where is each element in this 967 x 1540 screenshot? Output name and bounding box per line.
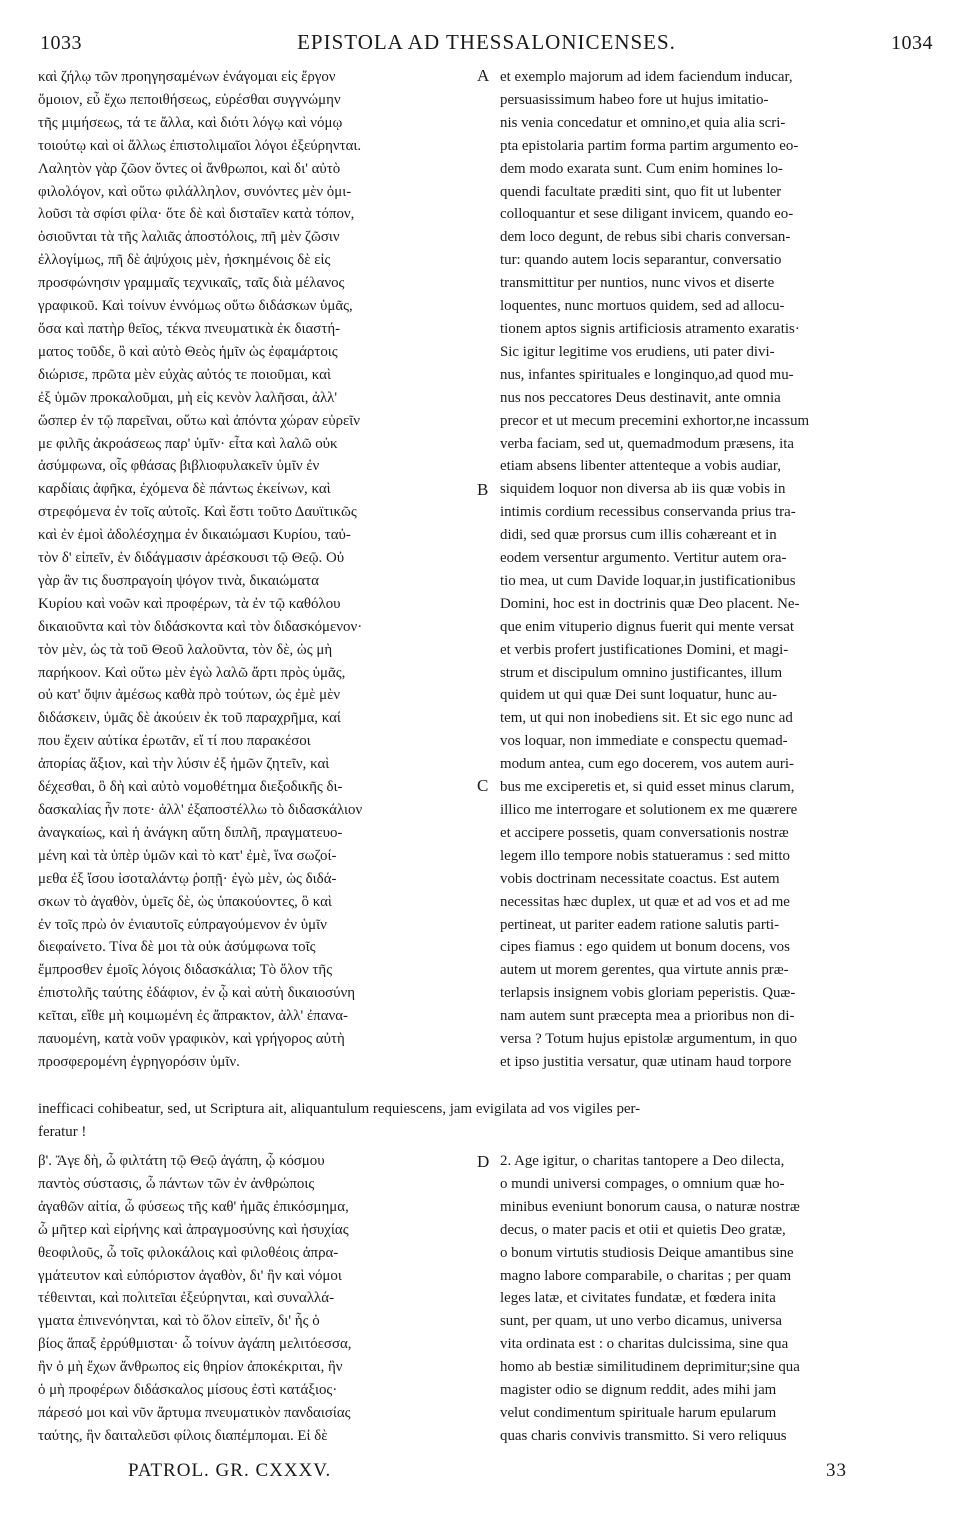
page-header [40, 30, 933, 60]
latin-column-section-1: et exemplo majorum ad idem faciendum inducar, persuasissimum habeo fore ut hujus imitatio- nis venia concedatur et omnino,et quia alia scri- pta epistolaria partim forma partim argumento eo- dem modo exarata sunt. Cum enim homines lo- quendi facultate præditi sint, quo fit ut lubenter colloquantur et sese diligant invicem, quando eo- dem loco degunt, de rebus sibi charis conversan- tur: quando autem locis separantur, conversatio transmittitur per nuntios, nunc vivos et diserte loquentes, nunc mortuos quidem, sed ad allocu- tionem aptos signis artificiosis atramento exaratis· Sic igitur legitime vos erudiens, uti pater divi- nus, infantes spirituales e longinquo,ad quod mu- nus nos peccatores Deus destinavit, ante omnia precor et ut mecum precemini exhortor,ne incassum verba faciam, sed ut, quemadmodum præsens, ita etiam absens libenter attenteque a vobis audiar, siquidem loquor non diversa ab iis quæ vobis in intimis cordium recessibus conservanda prius tra- didi, sed quæ prorsus cum illis cohæreant et in eodem versentur argumento. Vertitur autem ora- tio mea, ut cum Davide loquar,in justificationibus Domini, hoc est in doctrinis quæ Deo placent. Ne- que enim vituperio dignus fuerit qui mente versat et verbis profert justificationes Domini, et magi- strum et discipulum omnino justificantes, illum quidem ut qui quæ Dei sunt loquatur, hunc au- tem, ut qui non inobediens sit. Et sic ego nunc ad vos loquar, non immediate e conspectu quemad- modum antea, cum ego docerem, vos autem auri- bus me exciperetis et, si quid esset minus clarum, illico me interrogare et solutionem ex me quærere et accipere possetis, quam conversationis nostræ legem illo tempore nobis statueramus : sed mitto vobis doctrinam necessitate coactus. Est autem necessitas hæc duplex, ut quæ et ad vos et ad me pertineat, ut pariter eadem ratione salutis parti- cipes fiamus : ego quidem ut bonum docens, vos autem ut morem gerentes, qua virtute annis præ- terlapsis insignem vobis gloriam peperistis. Quæ- nam autem sunt præcepta mea a prioribus non di- versa ? Totum hujus epistolæ argumentum, in quo et ipso justitia versatur, quæ utinam haud torpore [500, 69, 810, 1070]
margin-marker-a: A [477, 66, 490, 85]
page-footer [128, 1460, 847, 1482]
margin-marker-d: D [477, 1152, 490, 1171]
greek-column-section-1: καὶ ζήλῳ τῶν προηγησαμένων ἐνάγομαι εἰς ἔργον ὅμοιον, εὖ ἔχω πεποιθήσεως, εὑρέσθαι συγγνώμην τῆς μιμήσεως, τά τε ἄλλα, καὶ διότι λόγῳ καὶ νόμῳ τοιούτῳ καὶ οἱ ἄλλως ἐπιστολιμαῖοι λόγοι ἐξεύρηνται. Λαλητὸν γὰρ ζῶον ὄντες οἱ ἄνθρωποι, καὶ δι' αὐτὸ φιλολόγον, καὶ οὕτω φιλάλληλον, συνόντες μὲν ὁμι- λοῦσι τὰ σφίσι φίλα· ὅτε δὲ καὶ δισταῖεν κατὰ τόπον, ὁσιοῦνται τὰ τῆς λαλιᾶς ἀποστόλοις, πῆ μὲν ζῶσιν ἐλλογίμως, πῆ δὲ ἀψύχοις μὲν, ἠσκημένοις δὲ εἰς προσφώνησιν γραμμαῖς τεχνικαῖς, ταῖς διὰ μέλανος γραφικοῦ. Καὶ τοίνυν ἐννόμως οὕτω διδάσκων ὑμᾶς, ὅσα καὶ πατὴρ θεῖος, τέκνα πνευματικὰ ἐκ διαστή- ματος τοῦδε, ὃ καὶ αὐτὸ Θεὸς ἡμῖν ὡς ἐφαμάρτοις διώρισε, πρῶτα μὲν εὐχὰς αὐτός τε ποιοῦμαι, καὶ ἐξ ὑμῶν προκαλοῦμαι, μὴ εἰς κενὸν λαλῆσαι, ἀλλ' ὥσπερ ἐν τῷ παρεῖναι, οὕτω καὶ ἀπόντα χώραν εὑρεῖν με φιλῆς ἀκροάσεως παρ' ὑμῖν· εἶτα καὶ λαλῶ οὐκ ἀσύμφωνα, οἷς φθάσας βιβλιοφυλακεῖν ὑμῖν ἐν καρδίαις ἀφῆκα, ἐχόμενα δὲ πάντως ἐκείνων, καὶ στρεφόμενα ἐν τοῖς αὐτοῖς. Καὶ ἔστι τοῦτο Δαυϊτικῶς καὶ ἐν ἐμοὶ ἀδολέσχημα ἐν δικαιώμασι Κυρίου, ταὐ- τὸν δ' εἰπεῖν, ἐν διδάγμασιν ἀρέσκουσι τῷ Θεῷ. Οὐ γὰρ ἂν τις δυσπραγοίη ψόγον τινὰ, δικαιώματα Κυρίου καὶ νοῶν καὶ προφέρων, τὰ ἐν τῷ καθόλου δικαιοῦντα καὶ τὸν διδάσκοντα καὶ τὸν διδασκόμενον· τὸν μὲν, ὡς τὰ τοῦ Θεοῦ λαλοῦντα, τὸν δὲ, ὡς μὴ παρήκοον. Καὶ οὕτω μὲν ἐγὼ λαλῶ ἄρτι πρὸς ὑμᾶς, οὐ κατ' ὄψιν ἀμέσως καθὰ πρὸ τούτων, ὡς ἐμὲ μὲν διδάσκειν, ὑμᾶς δὲ ἀκούειν ἐκ τοῦ παραχρῆμα, καί που ἔχειν αὐτίκα ἐρωτᾶν, εἴ τί που παρακέσοι ἀπορίας ἄξιον, καὶ τὴν λύσιν ἐξ ἡμῶν ζητεῖν, καὶ δέχεσθαι, ὃ δὴ καὶ αὐτὸ νομοθέτημα διεξοδικῆς δι- δασκαλίας ἦν ποτε· ἀλλ' ἐξαποστέλλω τὸ διδασκάλιον ἀναγκαίως, καὶ ἡ ἀνάγκη αὕτη διπλῆ, πραγματευο- μένη καὶ τὰ ὑπὲρ ὑμῶν καὶ τὸ κατ' ἐμὲ, ἵνα σωζοί- μεθα ἐξ ἴσου ἰσοταλάντῳ ῥοπῇ· ἐγὼ μὲν, ὡς διδά- σκων τὸ ἀγαθὸν, ὑμεῖς δὲ, ὡς ὑπακούοντες, ὃ καὶ ἐν τοῖς πρὼ ὀν ἐνιαυτοῖς εὐπραγούμενον ἐν ὑμῖν διεφαίνετο. Τίνα δὲ μοι τὰ οὐκ ἀσύμφωνα τοῖς ἔμπροσθεν ἐμοῖς λόγοις διδασκάλια; Τὸ ὅλον τῆς ἐπιστολῆς ταύτης ἐδάφιον, ἐν ᾧ καὶ αὐτὴ δικαιοσύνη κεῖται, εἴθε μὴ κοιμωμένη ἐς ἄπρακτον, ἀλλ' ἐπανα- παυομένη, κατὰ νοῦν γραφικὸν, καὶ γρήγορος αὐτὴ προσφερομένη ἐγρηγορόσιν ὑμῖν. [38, 69, 363, 1070]
margin-marker-c: C [477, 776, 489, 795]
running-title: EPISTOLA AD THESSALONICENSES. [297, 30, 676, 54]
margin-marker-b: B [477, 480, 489, 499]
footer-signature: PATROL. GR. CXXXV. [128, 1460, 332, 1481]
greek-column-section-2: β'. Ἄγε δὴ, ὦ φιλτάτη τῷ Θεῷ ἀγάπη, ᾧ κόσμου παντὸς σύστασις, ὦ πάντων τῶν ἐν ἀνθρώποις ἀγαθῶν αἰτία, ὦ φύσεως τῆς καθ' ἡμᾶς ἐπικόσμημα, ὦ μῆτερ καὶ εἰρήνης καὶ ἀπραγμοσύνης καὶ ἡσυχίας θεοφιλοῦς, ὦ τοῖς φιλοκάλοις καὶ φιλοθέοις ἀπρα- γμάτευτον καὶ εὐπόριστον ἀγαθὸν, δι' ἣν καὶ νόμοι τέθεινται, καὶ πολιτεῖαι ἐξεύρηνται, καὶ συναλλά- γματα ἐπινενόηνται, καὶ τὸ ὅλον εἰπεῖν, δι' ἧς ὁ βίος ἅπαξ ἐρρύθμισται· ὦ τοίνυν ἀγάπη μελιτόεσσα, ἣν ὁ μὴ ἔχων ἄνθρωπος εἰς θηρίον ἀποκέκριται, ἣν ὁ μὴ προφέρων διδάσκαλος μίσους ἐστὶ κατάξιος· πάρεσό μοι καὶ νῦν ἄρτυμα πνευματικὸν πανδαισίας ταύτης, ἣν δαιταλεῦσι φίλοις διαπέμπομαι. Εἰ δὲ [38, 1153, 352, 1444]
latin-continuation: inefficaci cohibeatur, sed, ut Scriptura ait, aliquantulum requiescens, jam evigilata ad vos vigiles per- feratur ! [38, 1101, 641, 1140]
footer-sheet-number: 33 [826, 1460, 847, 1481]
latin-column-section-2: 2. Age igitur, o charitas tantopere a Deo dilecta, o mundi universi compages, o omnium quæ ho- minibus eveniunt bonorum causa, o naturæ nostræ decus, o mater pacis et otii et quietis Deo gratæ, o bonum virtutis studiosis Deique amantibus sine magno labore comparabile, o charitas ; per quam leges latæ, et civitates fundatæ, et fœdera inita sunt, per quam, ut uno verbo dicamus, universa vita ordinata est : o charitas dulcissima, sine qua homo ab bestiæ similitudinem deprimitur;sine qua magister odio se dignum reddit, ades mihi jam velut condimentum spirituale harum epularum quas charis convivis transmitto. Si vero reliquus [500, 1153, 800, 1444]
page-number-left: 1033 [40, 32, 82, 54]
page-number-right: 1034 [890, 32, 933, 54]
